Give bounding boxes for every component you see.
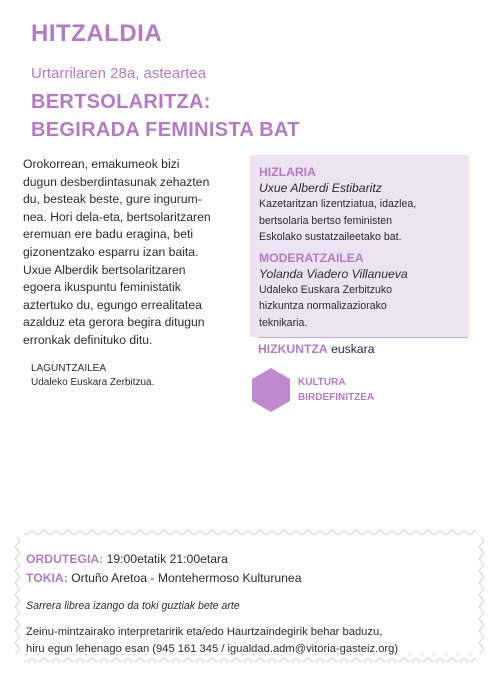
speaker-desc-line: Kazetaritzan lizentziatua, idazlea, [259,198,417,210]
language-label: HIZKUNTZA [258,342,328,356]
description-line: du, besteak beste, gure ingurum- [23,192,202,207]
schedule-label: ORDUTEGIA: [26,552,104,566]
hexagon-icon [249,366,293,414]
support-label: LAGUNTZAILEA [31,363,107,374]
event-date: Urtarrilaren 28a, asteartea [31,65,207,82]
moderator-label: MODERATZAILEA [259,250,364,265]
description-line: dugun desberdintasunak zehazten [23,174,210,189]
interpreter-note-line-1: Zeinu-mintzairako interpretaririk eta/edo Haurtzaindegirik behar baduzu, [26,626,383,638]
moderator-desc-line: Udaleko Euskara Zerbitzuko [259,283,393,296]
speaker-desc-line: bertsolaria bertso feministen [259,214,393,227]
speaker-name: Uxue Alberdi Estibaritz [259,181,382,195]
program-tag-line-1: KULTURA [298,377,346,388]
event-title-line-1: BERTSOLARITZA: [31,91,211,113]
moderator-name: Yolanda Viadero Villanueva [259,266,408,281]
speaker-desc-line: Eskolako sustatzaileetako bat. [259,231,402,243]
support-block [31,362,154,390]
place-label: TOKIA: [26,571,68,585]
description-line: Uxue Alberdik bertsolaritzaren [23,262,186,277]
speakers-box [250,155,469,337]
description-line: aztertuko du, egungo errealitatea [23,297,202,312]
place-row [26,571,302,585]
program-tag [298,375,374,405]
description-line: azalduz eta gerora begira ditugun [23,315,205,330]
speaker-label: HIZLARIA [259,165,316,179]
admission-note: Sarrera librea izango da toki guztiak bete arte [26,600,240,612]
interpreter-note-line-2: hiru egun lehenago esan (945 161 345 / igualdad.adm@vitoria-gasteiz.org) [26,643,399,655]
description-line: Orokorrean, emakumeok bizi [23,157,180,171]
event-title [31,88,300,144]
event-description [23,156,255,350]
language-value: euskara [331,342,375,356]
place-value: Ortuño Aretoa - Montehermoso Kulturunea [71,571,302,585]
event-type-heading: HITZALDIA [31,20,163,47]
description-line: eremuan ere badu eragina, beti [23,227,194,242]
schedule-row [26,552,228,566]
program-tag-line-2: BIRDEFINITZEA [298,392,375,403]
support-value: Udaleko Euskara Zerbitzua. [31,377,155,388]
language-row [258,337,468,356]
event-title-line-2: BEGIRADA FEMINISTA BAT [31,119,300,141]
description-line: erronkak definituko ditu. [23,332,153,347]
description-line: egoera ikuspuntu feministatik [23,280,181,295]
description-line: gizonentzako esparru izan baita. [23,244,199,259]
moderator-desc-line: teknikaria. [259,316,308,329]
description-line: nea. Hori dela-eta, bertsolaritzaren [23,209,211,224]
moderator-desc-line: hizkuntza normalizaziorako [259,300,387,312]
schedule-value: 19:00etatik 21:00etara [106,552,228,566]
